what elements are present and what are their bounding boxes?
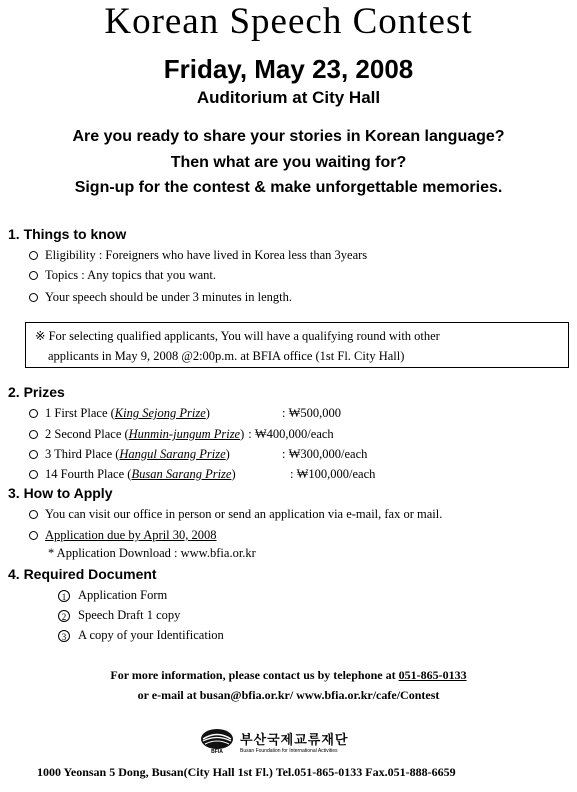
section-prizes-heading: 2. Prizes xyxy=(8,384,65,400)
section-apply-heading: 3. How to Apply xyxy=(8,485,113,501)
prize-close: ) xyxy=(225,447,230,461)
contact-line-1 xyxy=(0,668,577,683)
prize-row xyxy=(29,447,230,462)
contact-phone[interactable]: 051-865-0133 xyxy=(398,668,467,682)
contact-text: For more information, please contact us by telephone at xyxy=(110,668,399,682)
item-text: You can visit our office in person or send an application via e-mail, fax or mail. xyxy=(45,507,443,521)
prize-name: Busan Sarang Prize xyxy=(131,467,232,481)
application-due-date: Application due by April 30, 2008 xyxy=(45,528,217,542)
bullet-icon xyxy=(29,430,38,439)
intro-line-1: Are you ready to share your stories in Korean language? xyxy=(72,128,505,145)
numbered-circle-icon: 3 xyxy=(58,630,70,642)
office-address: 1000 Yeonsan 5 Dong, Busan(City Hall 1st Fl.) Tel.051-865-0133 Fax.051-888-6659 xyxy=(37,765,456,779)
section-things-heading: 1. Things to know xyxy=(8,226,127,242)
prize-name: Hunmin-jungum Prize xyxy=(128,427,241,441)
bullet-icon xyxy=(29,450,38,459)
bullet-icon xyxy=(29,293,38,302)
prize-amount: : ₩300,000/each xyxy=(282,447,368,461)
logo-abbr: BFIA xyxy=(211,749,223,755)
prize-amount: : ₩400,000/each xyxy=(248,427,334,441)
prize-count: 3 Third Place ( xyxy=(45,447,120,461)
item-text: Speech Draft 1 copy xyxy=(78,608,181,622)
prize-amount: : ₩100,000/each xyxy=(290,467,376,481)
list-item xyxy=(29,528,217,543)
prize-count: 14 Fourth Place ( xyxy=(45,467,132,481)
contest-title: Korean Speech Contest xyxy=(104,1,473,42)
numbered-circle-icon: 1 xyxy=(58,590,70,602)
bullet-icon xyxy=(29,271,38,280)
prize-close: ) xyxy=(231,467,236,481)
prize-row xyxy=(29,427,334,442)
logo-english-name: Busan Foundation for International Activities xyxy=(240,747,338,754)
section-documents-heading: 4. Required Document xyxy=(8,566,157,582)
prize-close: ) xyxy=(205,406,210,420)
prize-name: Hangul Sarang Prize xyxy=(119,447,226,461)
application-download-link[interactable]: * Application Download : www.bfia.or.kr xyxy=(48,546,256,560)
prize-count: 2 Second Place ( xyxy=(45,427,129,441)
item-text: Eligibility : Foreigners who have lived in Korea less than 3years xyxy=(45,248,368,262)
prize-row xyxy=(29,467,236,482)
contact-line-2: or e-mail at busan@bfia.or.kr/ www.bfia.or.kr/cafe/Contest xyxy=(137,688,440,702)
bullet-icon xyxy=(29,510,38,519)
note-line-1: ※ For selecting qualified applicants, You will have a qualifying round with other xyxy=(35,329,440,343)
bullet-icon xyxy=(29,251,38,260)
bullet-icon xyxy=(29,409,38,418)
list-item xyxy=(29,290,292,305)
list-item xyxy=(29,248,367,263)
intro-line-3: Sign-up for the contest & make unforgettable memories. xyxy=(74,179,503,196)
prize-close: ) xyxy=(240,427,245,441)
prize-amount: : ₩500,000 xyxy=(282,406,342,420)
prize-row xyxy=(29,406,210,421)
list-item xyxy=(58,588,167,603)
event-venue: Auditorium at City Hall xyxy=(196,88,381,107)
logo-korean-name: 부산국제교류재단 xyxy=(240,731,349,747)
list-item xyxy=(29,507,442,522)
prize-name: King Sejong Prize xyxy=(114,406,206,420)
bfia-emblem-icon xyxy=(200,728,234,754)
note-line-2: applicants in May 9, 2008 @2:00p.m. at BFIA office (1st Fl. City Hall) xyxy=(48,349,405,363)
item-text: A copy of your Identification xyxy=(78,628,224,642)
list-item xyxy=(58,628,224,643)
bullet-icon xyxy=(29,531,38,540)
numbered-circle-icon: 2 xyxy=(58,610,70,622)
prize-count: 1 First Place ( xyxy=(45,406,115,420)
intro-line-2: Then what are you waiting for? xyxy=(170,154,407,171)
bullet-icon xyxy=(29,470,38,479)
bfia-logo xyxy=(200,728,348,754)
event-date: Friday, May 23, 2008 xyxy=(163,54,414,84)
globe-icon xyxy=(200,728,234,750)
item-text: Your speech should be under 3 minutes in length. xyxy=(45,290,292,304)
list-item xyxy=(58,608,180,623)
item-text: Topics : Any topics that you want. xyxy=(45,268,216,282)
list-item xyxy=(29,268,216,283)
item-text: Application Form xyxy=(78,588,168,602)
qualifying-note-box xyxy=(25,322,569,368)
